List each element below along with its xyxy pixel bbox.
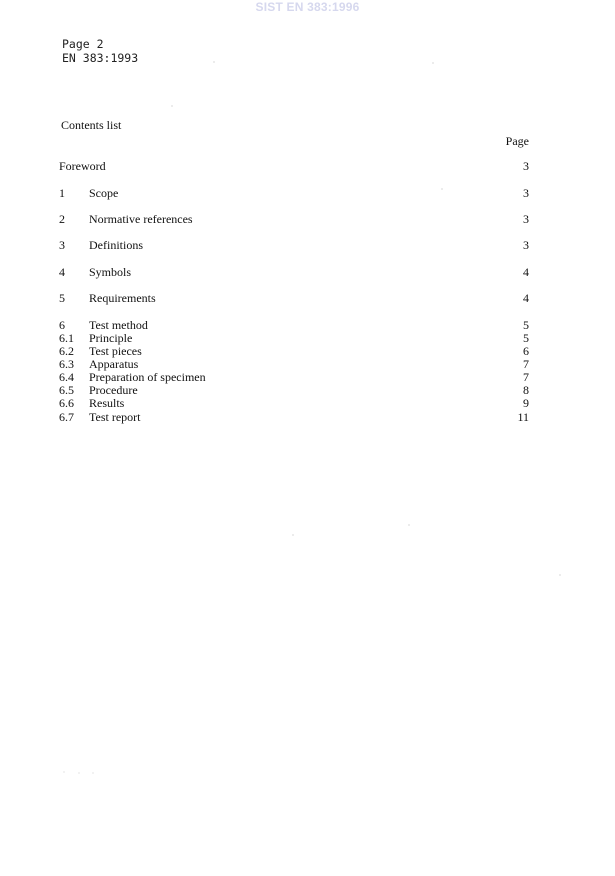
toc-entry-page: 6: [523, 344, 529, 358]
toc-entry-number: 6.3: [59, 357, 74, 371]
toc-entry-title: Test pieces: [89, 344, 142, 358]
toc-entry-number: 3: [59, 238, 65, 252]
page-column-heading: Page: [505, 134, 529, 148]
toc-entry-number: 6.5: [59, 383, 74, 397]
toc-entry-page: 4: [523, 265, 529, 279]
toc-entry-number: 6.4: [59, 370, 74, 384]
toc-entry-title: Test report: [89, 410, 141, 424]
toc-entry-page: 3: [523, 212, 529, 226]
toc-entry-page: 3: [523, 186, 529, 200]
toc-entry-number: 5: [59, 291, 65, 305]
toc-entry-number: 1: [59, 186, 65, 200]
toc-entry-number: 6.6: [59, 396, 74, 410]
toc-entry-title: Results: [89, 396, 125, 410]
page-number-label: Page 2: [62, 37, 104, 51]
toc-entry-number: 6.1: [59, 331, 74, 345]
toc-entry-page: 11: [517, 410, 529, 424]
toc-entry-page: 3: [523, 159, 529, 173]
toc-entry-page: 5: [523, 331, 529, 345]
toc-entry-title: Foreword: [59, 159, 106, 173]
toc-entry-title: Procedure: [89, 383, 138, 397]
toc-entry-number: 4: [59, 265, 65, 279]
toc-entry-title: Requirements: [89, 291, 156, 305]
toc-entry-number: 2: [59, 212, 65, 226]
toc-entry-page: 3: [523, 238, 529, 252]
toc-entry-page: 8: [523, 383, 529, 397]
toc-entry-title: Preparation of specimen: [89, 370, 206, 384]
toc-entry-page: 7: [523, 370, 529, 384]
toc-entry-number: 6.7: [59, 410, 74, 424]
toc-entry-title: Scope: [89, 186, 119, 200]
toc-entry-page: 5: [523, 318, 529, 332]
toc-entry-page: 7: [523, 357, 529, 371]
toc-entry-title: Symbols: [89, 265, 132, 279]
standard-reference: EN 383:1993: [62, 51, 139, 65]
toc-entry-title: Normative references: [89, 212, 193, 226]
contents-title: Contents list: [61, 118, 122, 132]
toc-entry-page: 9: [523, 396, 529, 410]
toc-entry-title: Definitions: [89, 238, 143, 252]
toc-entry-number: 6.2: [59, 344, 74, 358]
toc-entry-page: 4: [523, 291, 529, 305]
toc-entry-title: Principle: [89, 331, 133, 345]
document-watermark: SIST EN 383:1996: [255, 0, 360, 14]
toc-entry-title: Apparatus: [89, 357, 139, 371]
toc-entry-number: 6: [59, 318, 65, 332]
toc-entry-title: Test method: [89, 318, 148, 332]
